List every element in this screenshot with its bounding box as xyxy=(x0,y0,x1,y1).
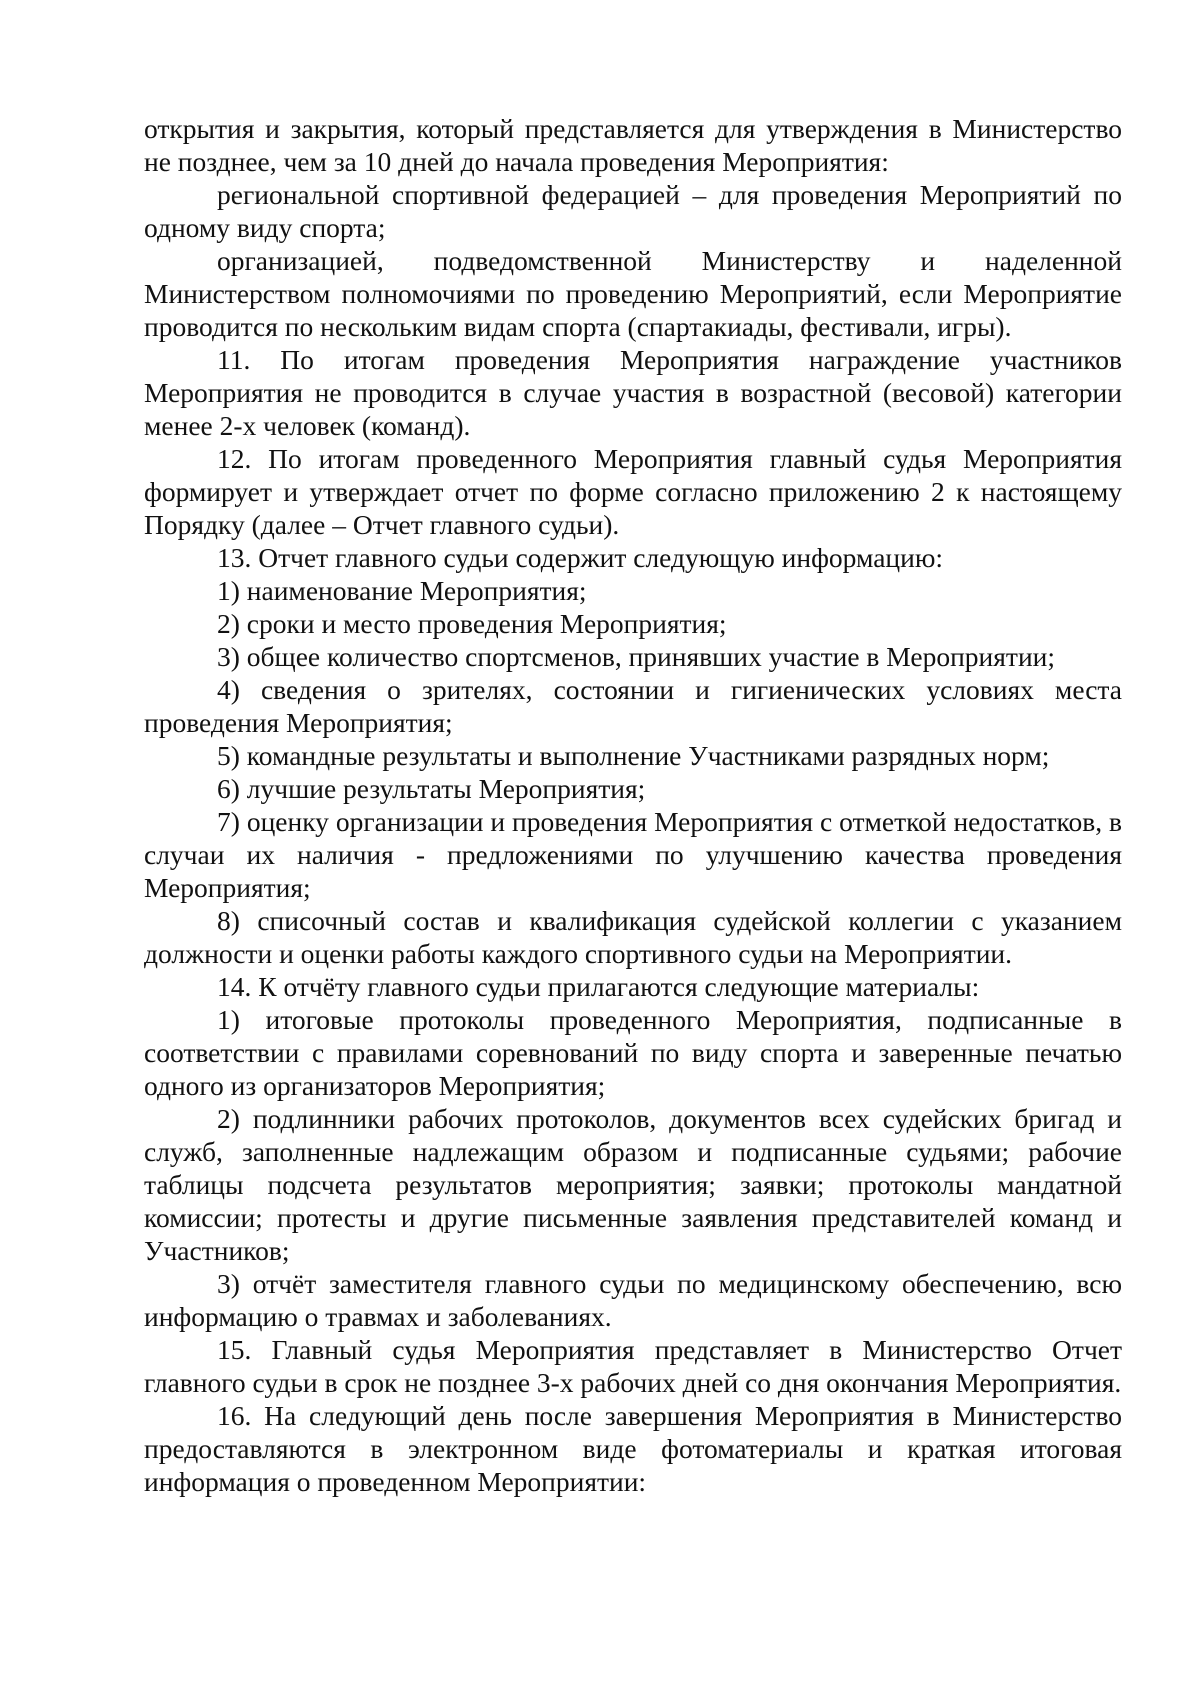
list-item-13-3: 3) общее количество спортсменов, принявших участие в Мероприятии; xyxy=(217,641,1056,672)
list-item-13-4: 4) сведения о зрителях, состоянии и гигиенических условиях места проведения Мероприятия; xyxy=(144,674,1122,738)
paragraph-item-15: 15. Главный судья Мероприятия представляет в Министерство Отчет главного судьи в срок не позднее 3-х рабочих дней со дня окончания Мероприятия. xyxy=(144,1334,1122,1398)
paragraph-item-16: 16. На следующий день после завершения Мероприятия в Министерство предоставляются в электронном виде фотоматериалы и краткая итоговая информация о проведенном Мероприятии: xyxy=(144,1400,1122,1497)
list-item-14-2: 2) подлинники рабочих протоколов, документов всех судейских бригад и служб, заполненные надлежащим образом и подписанные судьями; рабочие таблицы подсчета результатов мероприятия; заявки; протоколы мандатной комиссии; протесты и другие письменные заявления представителей команд и Участников; xyxy=(144,1103,1122,1266)
list-item-14-1: 1) итоговые протоколы проведенного Мероприятия, подписанные в соответствии с правилами соревнований по виду спорта и заверенные печатью одного из организаторов Мероприятия; xyxy=(144,1004,1122,1101)
list-item-14-3: 3) отчёт заместителя главного судьи по медицинскому обеспечению, всю информацию о травмах и заболеваниях. xyxy=(144,1268,1122,1332)
list-item-13-6: 6) лучшие результаты Мероприятия; xyxy=(217,773,646,804)
paragraph-item-13: 13. Отчет главного судьи содержит следующую информацию: xyxy=(217,542,944,573)
list-item-13-8: 8) списочный состав и квалификация судейской коллегии с указанием должности и оценки работы каждого спортивного судьи на Мероприятии. xyxy=(144,905,1122,969)
paragraph-item-14: 14. К отчёту главного судьи прилагаются следующие материалы: xyxy=(217,971,980,1002)
list-item-13-5: 5) командные результаты и выполнение Участниками разрядных норм; xyxy=(217,740,1050,771)
paragraph-subordinate-organization: организацией, подведомственной Министерству и наделенной Министерством полномочиями по проведению Мероприятий, если Мероприятие проводится по нескольким видам спорта (спартакиады, фестивали, игры). xyxy=(144,245,1122,342)
document-body xyxy=(144,112,1122,1498)
list-item-13-1: 1) наименование Мероприятия; xyxy=(217,575,587,606)
paragraph-regional-federation: региональной спортивной федерацией – для проведения Мероприятий по одному виду спорта; xyxy=(144,179,1122,243)
list-item-13-2: 2) сроки и место проведения Мероприятия; xyxy=(217,608,727,639)
paragraph-item-11: 11. По итогам проведения Мероприятия награждение участников Мероприятия не проводится в случае участия в возрастной (весовой) категории менее 2-х человек (команд). xyxy=(144,344,1122,441)
paragraph-intro: открытия и закрытия, который представляется для утверждения в Министерство не позднее, чем за 10 дней до начала проведения Мероприятия: xyxy=(144,113,1122,177)
list-item-13-7: 7) оценку организации и проведения Мероприятия с отметкой недостатков, в случаи их наличия - предложениями по улучшению качества проведения Мероприятия; xyxy=(144,806,1122,903)
paragraph-item-12: 12. По итогам проведенного Мероприятия главный судья Мероприятия формирует и утверждает отчет по форме согласно приложению 2 к настоящему Порядку (далее – Отчет главного судьи). xyxy=(144,443,1122,540)
